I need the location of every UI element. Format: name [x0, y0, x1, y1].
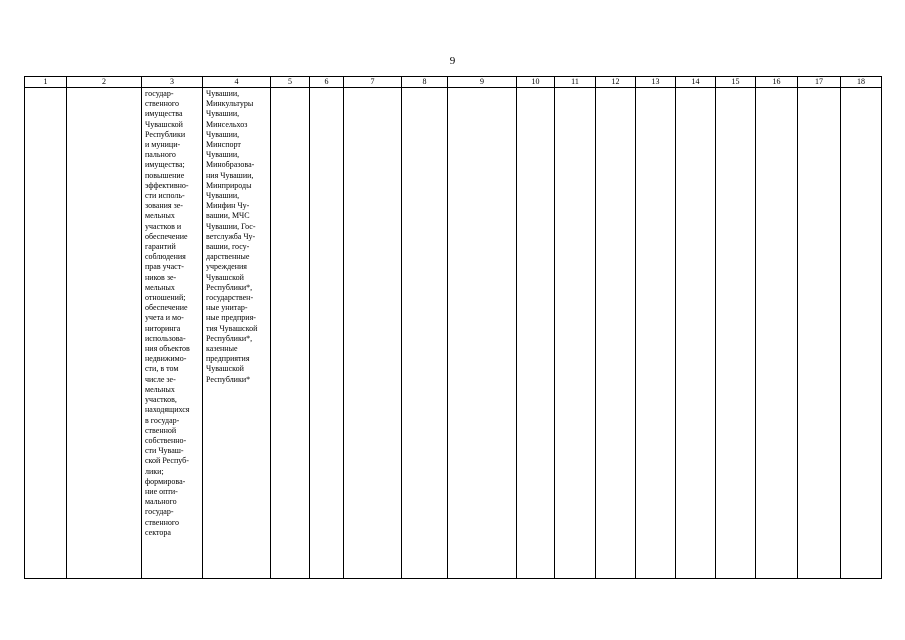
- cell-line: недвижимо-: [145, 354, 187, 364]
- cell-line: Чувашии,: [206, 129, 240, 139]
- column-header: 4: [203, 77, 271, 88]
- cell-line: государ-: [145, 89, 174, 98]
- cell-line: дарственные: [206, 252, 250, 262]
- column-header: 12: [596, 77, 636, 88]
- col3-text: [142, 88, 202, 538]
- table-row: [25, 88, 882, 579]
- table-cell: [310, 88, 344, 579]
- cell-line: числе зе-: [145, 374, 176, 384]
- table-cell: [716, 88, 756, 579]
- cell-line: зования зе-: [145, 201, 183, 211]
- cell-line: мельных: [145, 384, 175, 394]
- cell-line: Минобразова-: [206, 160, 255, 170]
- column-header: 17: [798, 77, 841, 88]
- cell-line: Чувашии,: [206, 89, 240, 98]
- cell-line: имущества: [145, 109, 183, 119]
- cell-line: государ-: [145, 507, 174, 517]
- cell-line: ниторинга: [145, 323, 181, 333]
- cell-line: сектора: [145, 527, 171, 537]
- cell-line: Минприроды: [206, 180, 252, 190]
- cell-line: соблюдения: [145, 252, 186, 262]
- cell-line: гарантий: [145, 242, 176, 252]
- table-cell: [555, 88, 596, 579]
- cell-line: лики;: [145, 466, 164, 476]
- cell-line: в государ-: [145, 415, 180, 425]
- page-number: 9: [449, 55, 456, 67]
- column-header: 2: [67, 77, 142, 88]
- table-cell: [798, 88, 841, 579]
- cell-line: формирова-: [145, 476, 186, 486]
- table-cell: [636, 88, 676, 579]
- table-cell-col3: [142, 88, 203, 579]
- cell-line: ственного: [145, 517, 179, 527]
- cell-line: Минспорт: [206, 140, 241, 150]
- cell-line: ственного: [145, 99, 179, 109]
- cell-line: ской Респуб-: [145, 456, 189, 466]
- cell-line: ния Чувашии,: [206, 170, 254, 180]
- cell-line: находящихся: [145, 405, 190, 415]
- cell-line: мельных: [145, 282, 175, 292]
- cell-line: вашии, госу-: [206, 242, 250, 252]
- column-header: 8: [402, 77, 448, 88]
- cell-line: Республики*,: [206, 282, 253, 292]
- col4-text: [203, 88, 270, 385]
- column-header: 10: [517, 77, 555, 88]
- cell-line: Республики: [145, 129, 186, 139]
- cell-line: использова-: [145, 333, 186, 343]
- cell-line: сти, в том: [145, 364, 179, 374]
- table-cell: [344, 88, 402, 579]
- cell-line: предприятия: [206, 354, 250, 364]
- table-cell: [271, 88, 310, 579]
- table-cell: [841, 88, 882, 579]
- cell-line: Чувашской: [145, 119, 183, 129]
- cell-line: Республики*: [206, 374, 251, 384]
- column-header: 5: [271, 77, 310, 88]
- cell-line: повышение: [145, 170, 185, 180]
- column-header: 9: [448, 77, 517, 88]
- column-header: 14: [676, 77, 716, 88]
- table-cell: [402, 88, 448, 579]
- cell-line: ветслужба Чу-: [206, 231, 256, 241]
- column-header: 3: [142, 77, 203, 88]
- cell-line: сти Чуваш-: [145, 446, 184, 456]
- cell-line: ников зе-: [145, 272, 177, 282]
- cell-line: Чувашии,: [206, 191, 240, 201]
- table-cell: [596, 88, 636, 579]
- cell-line: пального: [145, 150, 176, 160]
- table-cell: [25, 88, 67, 579]
- table-cell: [756, 88, 798, 579]
- cell-line: прав участ-: [145, 262, 184, 272]
- column-header: 15: [716, 77, 756, 88]
- cell-line: мального: [145, 497, 177, 507]
- cell-line: участков,: [145, 395, 177, 405]
- column-number-row: [25, 77, 882, 88]
- table-cell: [517, 88, 555, 579]
- cell-line: Республики*,: [206, 333, 253, 343]
- cell-line: обеспечение: [145, 231, 188, 241]
- cell-line: Минфин Чу-: [206, 201, 250, 211]
- cell-line: тия Чувашской: [206, 323, 258, 333]
- column-header: 1: [25, 77, 67, 88]
- cell-line: Чувашии,: [206, 109, 240, 119]
- cell-line: Минсельхоз: [206, 119, 248, 129]
- cell-line: учреждения: [206, 262, 247, 272]
- cell-line: собственно-: [145, 435, 187, 445]
- cell-line: вашии, МЧС: [206, 211, 250, 221]
- cell-line: мельных: [145, 211, 175, 221]
- column-header: 6: [310, 77, 344, 88]
- cell-line: ные унитар-: [206, 303, 248, 313]
- cell-line: Минкультуры: [206, 99, 254, 109]
- cell-line: имущества;: [145, 160, 185, 170]
- column-header: 16: [756, 77, 798, 88]
- table-cell: [448, 88, 517, 579]
- cell-line: учета и мо-: [145, 313, 184, 323]
- cell-line: Чувашской: [206, 364, 244, 374]
- table-cell: [67, 88, 142, 579]
- cell-line: Чувашии,: [206, 150, 240, 160]
- cell-line: и муници-: [145, 140, 181, 150]
- column-header: 18: [841, 77, 882, 88]
- cell-line: ния объектов: [145, 344, 190, 354]
- column-header: 13: [636, 77, 676, 88]
- cell-line: сти исполь-: [145, 191, 185, 201]
- cell-line: Чувашской: [206, 272, 244, 282]
- cell-line: казенные: [206, 344, 238, 354]
- cell-line: отношений;: [145, 293, 186, 303]
- document-table: [24, 76, 882, 579]
- column-header: 7: [344, 77, 402, 88]
- cell-line: государствен-: [206, 293, 254, 303]
- cell-line: Чувашии, Гос-: [206, 221, 256, 231]
- cell-line: эффективно-: [145, 180, 189, 190]
- column-header: 11: [555, 77, 596, 88]
- cell-line: ние опти-: [145, 486, 178, 496]
- cell-line: обеспечение: [145, 303, 188, 313]
- cell-line: участков и: [145, 221, 182, 231]
- table-cell-col4: [203, 88, 271, 579]
- table-cell: [676, 88, 716, 579]
- cell-line: ные предприя-: [206, 313, 256, 323]
- cell-line: ственной: [145, 425, 177, 435]
